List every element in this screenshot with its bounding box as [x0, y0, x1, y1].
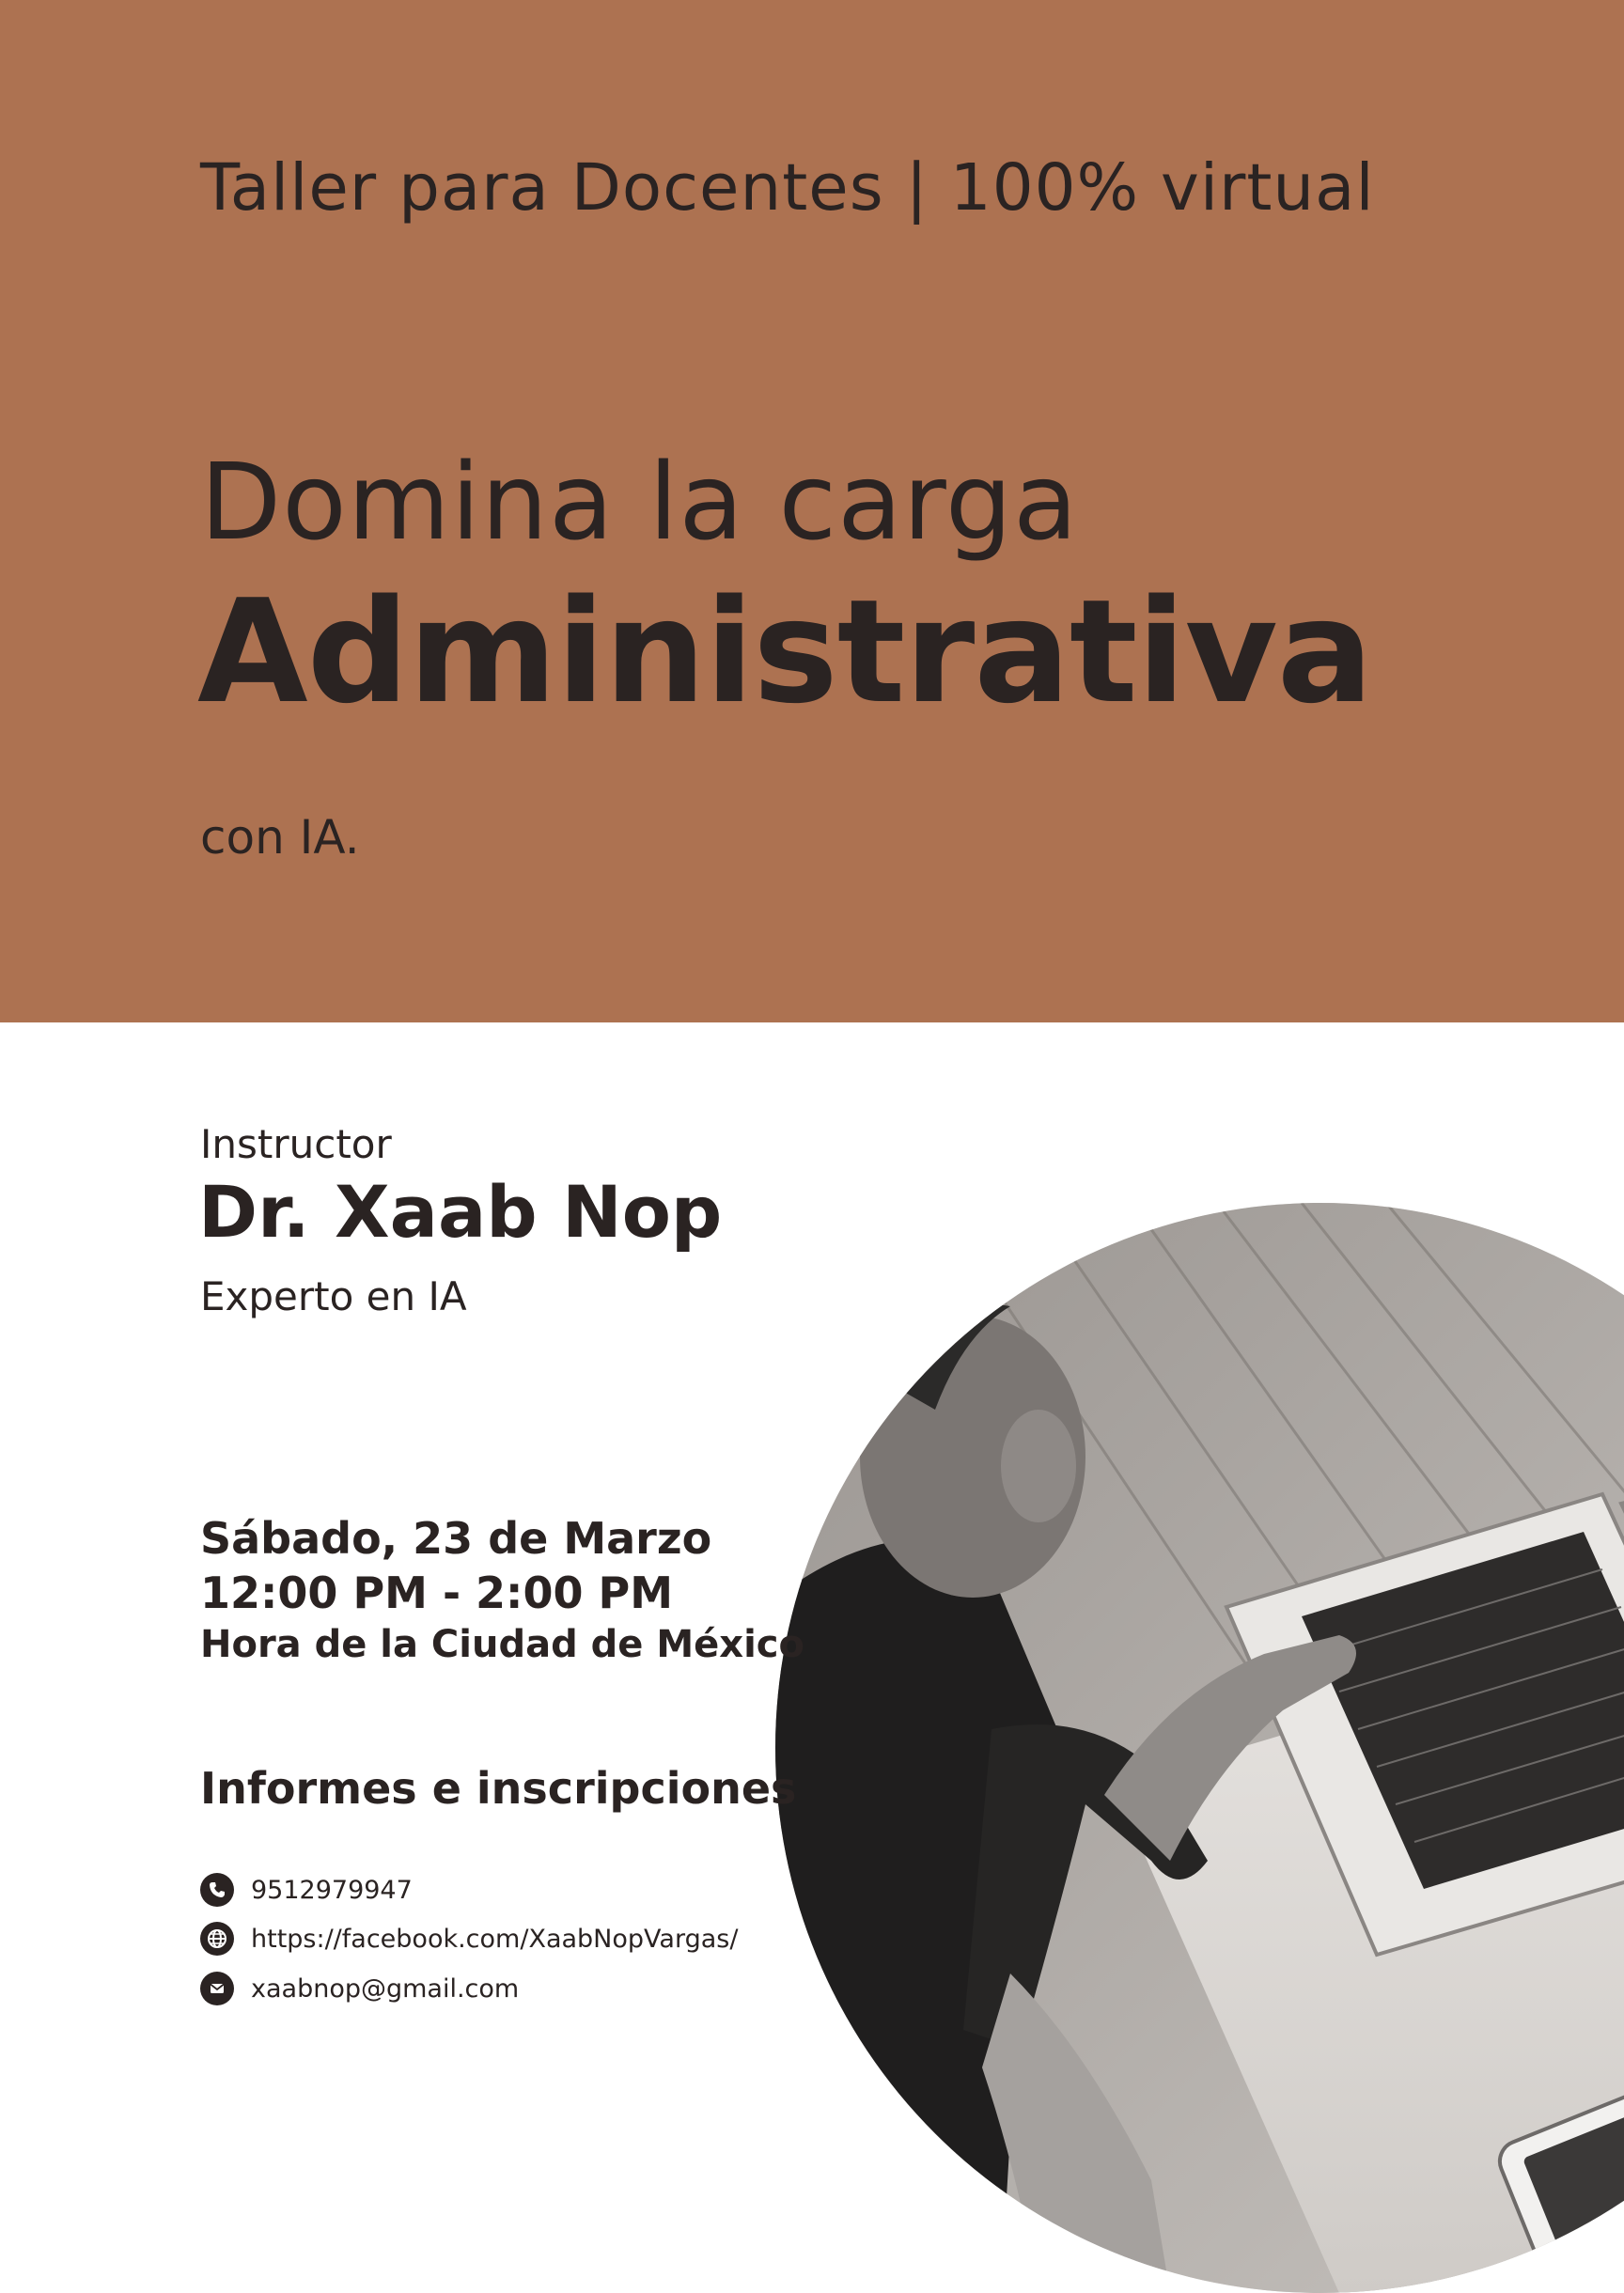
contact-heading: Informes e inscripciones: [200, 1763, 797, 1814]
instructor-label: Instructor: [200, 1121, 392, 1167]
instructor-photo: [775, 1203, 1624, 2293]
email-address[interactable]: xaabnop@gmail.com: [251, 1973, 520, 2004]
mail-icon: [200, 1972, 234, 2005]
event-timezone: Hora de la Ciudad de México: [200, 1623, 804, 1666]
headline-line-1: Domina la carga: [200, 442, 1079, 564]
contact-website[interactable]: [200, 1922, 738, 1956]
headline-tagline: con IA.: [200, 810, 360, 865]
website-link[interactable]: https://facebook.com/XaabNopVargas/: [251, 1924, 739, 1954]
event-time: 12:00 PM - 2:00 PM: [200, 1568, 673, 1618]
phone-number: 9512979947: [251, 1875, 413, 1905]
phone-icon: [200, 1873, 234, 1907]
headline-line-2: Administrativa: [197, 569, 1373, 735]
contact-email[interactable]: [200, 1972, 519, 2005]
instructor-name: Dr. Xaab Nop: [198, 1170, 723, 1254]
instructor-role: Experto en IA: [200, 1273, 467, 1319]
event-date: Sábado, 23 de Marzo: [200, 1513, 712, 1564]
workshop-subtitle: Taller para Docentes | 100% virtual: [200, 150, 1375, 226]
globe-icon: [200, 1922, 234, 1956]
contact-phone[interactable]: [200, 1873, 413, 1907]
